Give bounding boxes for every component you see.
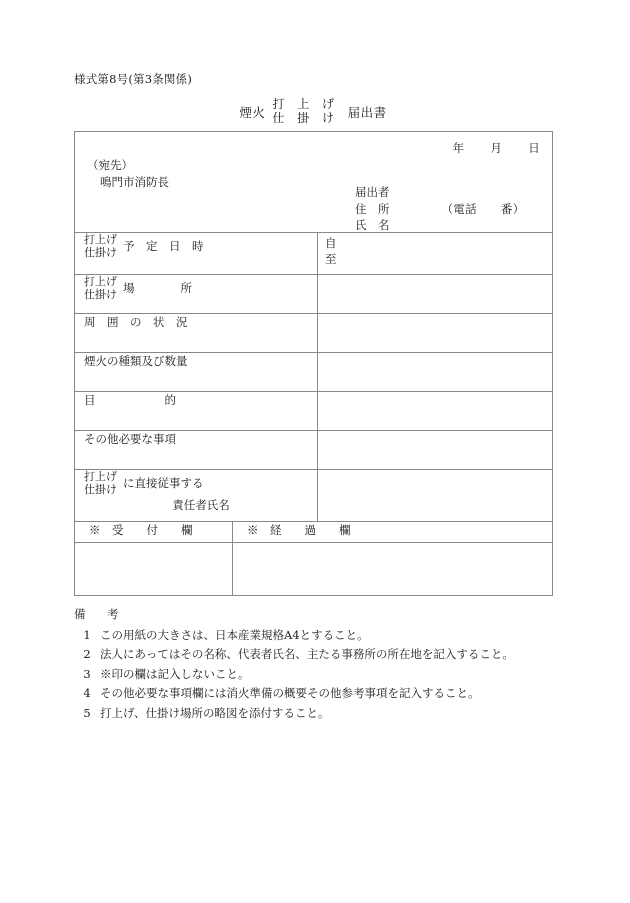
progress-header-inner	[233, 522, 552, 538]
ruby-label-location	[75, 275, 317, 301]
submitter-name-label: 氏 名	[355, 218, 390, 233]
label-purpose-text: 目 的	[84, 393, 176, 407]
note-item	[74, 627, 514, 642]
label-pad-purpose	[75, 392, 317, 408]
value-cell-other-matters[interactable]	[318, 431, 553, 470]
receipt-section-header-cell	[75, 522, 233, 543]
label-text-schedule	[117, 238, 308, 254]
telephone-open-label: （電話	[441, 201, 477, 216]
label-schedule-text: 予 定 日 時	[123, 239, 204, 254]
ruby-bottom-shikake: 仕掛け	[84, 288, 117, 302]
schedule-from-label: 自	[325, 236, 337, 250]
ruby-top-uchiage: 打上げ	[84, 275, 117, 288]
ruby-bottom-shikake: 仕掛け	[84, 483, 117, 497]
responsible-person-line1	[84, 470, 308, 496]
note-text: 打上げ、仕掛け場所の略図を添付すること。	[100, 705, 330, 720]
table-row-firework-type	[75, 353, 553, 392]
ruby-top-uchiage: 打上げ	[84, 470, 117, 483]
note-number: 2	[83, 647, 91, 661]
schedule-to-label: 至	[325, 251, 337, 266]
note-text: この用紙の大きさは、日本産業規格A4とすること。	[100, 627, 369, 642]
date-day-label: 日	[528, 141, 541, 155]
label-cell-surroundings	[75, 314, 318, 353]
submitter-address-row	[355, 201, 525, 218]
table-row-responsible-person	[75, 470, 553, 522]
table-row-other-matters	[75, 431, 553, 470]
receipt-section-body[interactable]	[75, 543, 233, 596]
note-item	[74, 649, 514, 661]
label-pad-surroundings	[75, 314, 317, 330]
ruby-stack	[84, 233, 117, 259]
label-cell-responsible-person	[75, 470, 318, 522]
note-text: その他必要な事項欄には消火準備の概要その他参考事項を記入すること。	[100, 686, 480, 700]
ruby-label-schedule	[75, 233, 317, 259]
receipt-header-inner	[75, 522, 232, 538]
label-location-text: 場 所	[123, 281, 192, 296]
label-cell-firework-type	[75, 353, 318, 392]
note-item	[74, 666, 514, 681]
progress-section-header: ※ 経 過 欄	[247, 523, 351, 537]
header-cell	[75, 132, 553, 233]
table-row-header	[75, 132, 553, 233]
label-pad-firework-type	[75, 353, 317, 369]
notes-section	[74, 609, 514, 727]
note-item	[74, 688, 514, 700]
ruby-bottom-shikake: 仕掛け	[84, 246, 117, 260]
label-cell-schedule	[75, 233, 318, 275]
label-surroundings-text: 周 囲 の 状 況	[84, 315, 188, 329]
submitter-telephone	[442, 201, 525, 218]
table-row-location	[75, 275, 553, 314]
progress-section-header-cell	[233, 522, 553, 543]
value-cell-purpose[interactable]	[318, 392, 553, 431]
form-number: 様式第8号(第3条関係)	[74, 72, 193, 86]
submitter-address-label: 住 所	[355, 201, 390, 216]
notification-form-table	[74, 131, 553, 596]
label-responsible-engaged-text: に直接従事する	[123, 476, 204, 491]
note-number: 3	[83, 666, 91, 681]
date-month-label: 月	[490, 141, 503, 155]
document-title	[74, 98, 552, 126]
label-text-location	[117, 280, 308, 296]
value-cell-surroundings[interactable]	[318, 314, 553, 353]
receipt-section-header: ※ 受 付 欄	[89, 523, 193, 537]
title-trail: 届出書	[347, 104, 387, 120]
title-lead: 煙火	[239, 104, 266, 120]
label-other-matters-text: その他必要な事項	[84, 432, 176, 446]
addressee-name: 鳴門市消防長	[100, 175, 169, 190]
progress-section-body[interactable]	[233, 543, 553, 596]
submitter-block	[355, 184, 525, 234]
addressee-label: （宛先）	[87, 158, 133, 172]
note-number: 5	[83, 705, 91, 720]
label-cell-purpose	[75, 392, 318, 431]
title-stacked-bottom: 仕 掛 け	[272, 110, 339, 125]
ruby-stack	[84, 470, 117, 496]
title-stacked-pair	[272, 98, 340, 126]
ruby-stack	[84, 275, 117, 301]
value-cell-firework-type[interactable]	[318, 353, 553, 392]
table-row-section-bodies	[75, 543, 553, 596]
note-item	[74, 705, 514, 720]
ruby-top-uchiage: 打上げ	[84, 233, 117, 246]
label-responsible-name-text: 責任者氏名	[172, 498, 230, 513]
date-year-label: 年	[452, 141, 465, 155]
submitter-title: 届出者	[355, 185, 390, 199]
table-row-section-headers	[75, 522, 553, 543]
label-pad-responsible-person	[75, 470, 317, 513]
date-line	[453, 140, 540, 156]
notes-title: 備 考	[74, 607, 124, 621]
telephone-close-label: 番）	[500, 201, 525, 216]
value-cell-location[interactable]	[318, 275, 553, 314]
addressee-block	[87, 157, 169, 192]
label-firework-type-text: 煙火の種類及び数量	[84, 354, 188, 368]
note-number: 4	[83, 686, 91, 700]
table-row-surroundings	[75, 314, 553, 353]
note-text: ※印の欄は記入しないこと。	[100, 666, 250, 681]
schedule-from-to	[318, 233, 552, 267]
value-cell-schedule[interactable]	[318, 233, 553, 275]
value-cell-responsible-person[interactable]	[318, 470, 553, 522]
table-row-schedule	[75, 233, 553, 275]
note-number: 1	[83, 627, 91, 642]
label-cell-other-matters	[75, 431, 318, 470]
title-stacked-top: 打 上 げ	[272, 97, 339, 111]
label-cell-location	[75, 275, 318, 314]
note-text: 法人にあってはその名称、代表者氏名、主たる事務所の所在地を記入すること。	[100, 647, 514, 661]
table-row-purpose	[75, 392, 553, 431]
label-pad-other-matters	[75, 431, 317, 447]
